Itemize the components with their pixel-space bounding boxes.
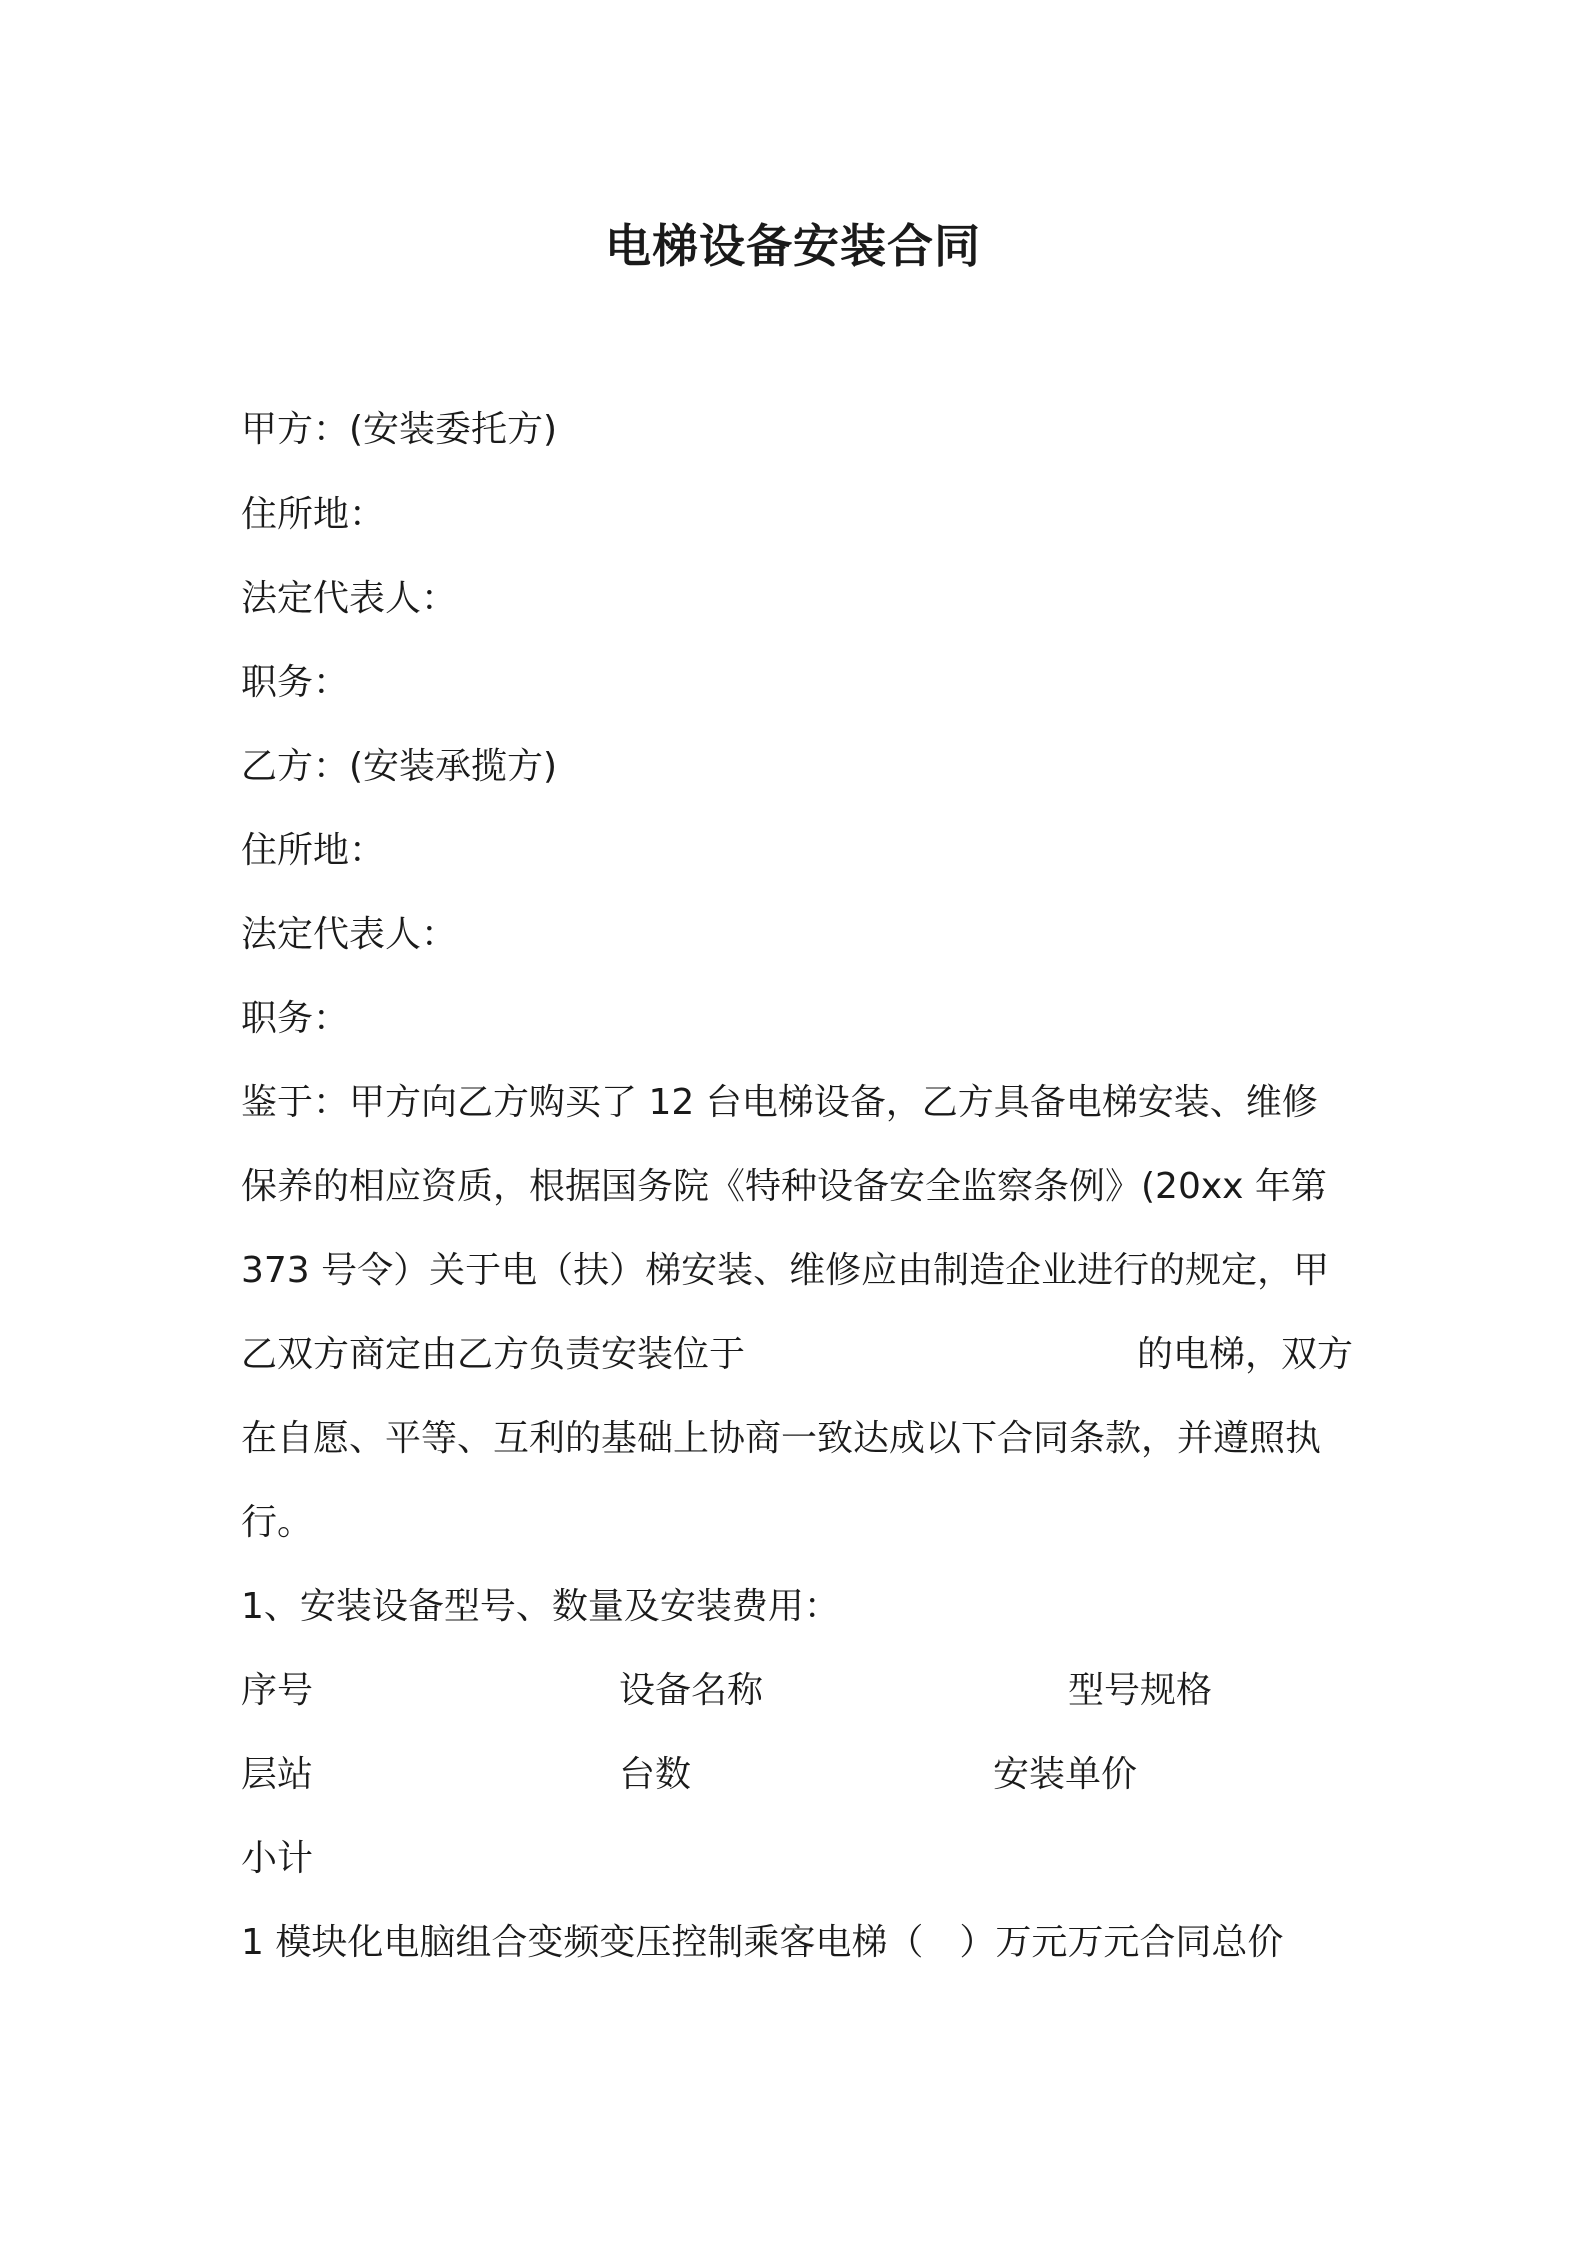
header-serial: 序号 xyxy=(241,1670,314,1711)
section-1-heading: 1、安装设备型号、数量及安装费用： xyxy=(241,1586,840,1627)
table-row-1: 1 模块化电脑组合变频变压控制乘客电梯（ ）万元万元合同总价 xyxy=(241,1922,1284,1963)
party-b-representative-label: 法定代表人： xyxy=(241,914,458,955)
preamble-line-2: 保养的相应资质，根据国务院《特种设备安全监察条例》(20xx 年第 xyxy=(241,1166,1327,1207)
header-subtotal: 小计 xyxy=(241,1838,314,1879)
party-a-representative-label: 法定代表人： xyxy=(241,578,458,619)
header-floors-stations: 层站 xyxy=(241,1754,314,1795)
party-b-address-label: 住所地： xyxy=(241,830,386,871)
header-model-spec: 型号规格 xyxy=(1068,1670,1213,1711)
party-a-heading: 甲方：(安装委托方) xyxy=(241,409,558,450)
preamble-line-6: 行。 xyxy=(241,1502,314,1543)
preamble-line-3: 373 号令）关于电（扶）梯安装、维修应由制造企业进行的规定，甲 xyxy=(241,1250,1330,1291)
header-quantity: 台数 xyxy=(619,1754,692,1795)
party-b-position-label: 职务： xyxy=(241,998,350,1039)
header-unit-price: 安装单价 xyxy=(993,1754,1138,1795)
party-b-heading: 乙方：(安装承揽方) xyxy=(241,746,558,787)
preamble-line-4-right: 的电梯，双方 xyxy=(1136,1334,1353,1375)
party-a-position-label: 职务： xyxy=(241,662,350,703)
header-equipment-name: 设备名称 xyxy=(619,1670,764,1711)
preamble-line-5: 在自愿、平等、互利的基础上协商一致达成以下合同条款，并遵照执 xyxy=(241,1418,1322,1459)
party-a-address-label: 住所地： xyxy=(241,494,386,535)
preamble-line-4 xyxy=(241,1331,1353,1379)
preamble-line-1: 鉴于：甲方向乙方购买了 12 台电梯设备，乙方具备电梯安装、维修 xyxy=(241,1082,1318,1123)
page-title: 电梯设备安装合同 xyxy=(605,219,981,273)
preamble-line-4-left: 乙双方商定由乙方负责安装位于 xyxy=(241,1334,746,1375)
